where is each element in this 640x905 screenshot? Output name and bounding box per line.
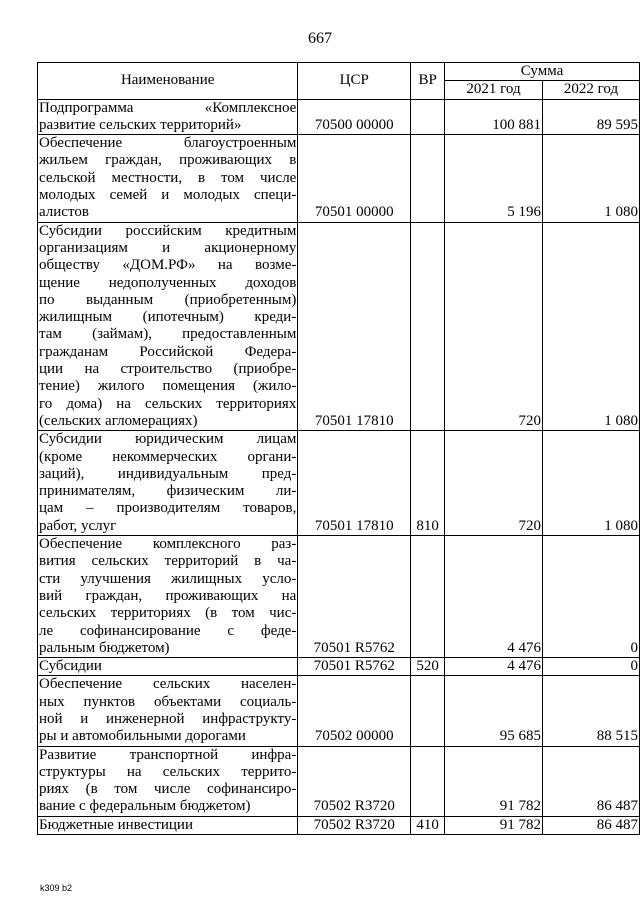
name-line: развитие сельских территорий» xyxy=(39,116,242,133)
cell-name xyxy=(38,99,298,135)
name-line: жилищным (ипотечным) креди- xyxy=(39,309,297,326)
cell-y2021: 4 476 xyxy=(445,536,543,658)
cell-y2022: 89 595 xyxy=(543,99,640,135)
name-line: риях (в том числе софинансиро- xyxy=(39,781,297,798)
cell-vr xyxy=(411,676,445,746)
header-vr: ВР xyxy=(411,63,445,100)
table-row xyxy=(38,746,640,816)
budget-table xyxy=(37,62,640,835)
name-line: сельских территориях (в том чис- xyxy=(39,605,297,622)
cell-y2022: 1 080 xyxy=(543,222,640,431)
name-line: Бюджетные инвестиции xyxy=(39,816,193,833)
name-line: ции на строительство (приобре- xyxy=(39,361,297,378)
name-line: принимателям, физическим ли- xyxy=(39,483,297,500)
cell-y2021: 91 782 xyxy=(445,816,543,834)
cell-y2021: 5 196 xyxy=(445,135,543,222)
cell-csr: 70501 R5762 xyxy=(298,536,411,658)
cell-vr: 810 xyxy=(411,431,445,536)
cell-vr xyxy=(411,99,445,135)
cell-y2022: 1 080 xyxy=(543,431,640,536)
cell-csr: 70501 17810 xyxy=(298,431,411,536)
table-row xyxy=(38,658,640,676)
table-row xyxy=(38,816,640,834)
cell-vr xyxy=(411,746,445,816)
cell-csr: 70500 00000 xyxy=(298,99,411,135)
cell-y2022: 0 xyxy=(543,536,640,658)
header-2022: 2022 год xyxy=(543,81,640,99)
name-line: жильем граждан, проживающих в xyxy=(39,152,297,169)
name-line: ных пунктов объектами социаль- xyxy=(39,693,297,710)
cell-name xyxy=(38,135,298,222)
footer-code: k309 b2 xyxy=(40,883,73,893)
cell-y2021: 100 881 xyxy=(445,99,543,135)
name-line: сти улучшения жилищных усло- xyxy=(39,570,297,587)
table-row xyxy=(38,536,640,658)
name-line: ры и автомобильными дорогами xyxy=(39,728,246,745)
name-line: работ, услуг xyxy=(39,517,117,534)
name-line: Обеспечение комплексного раз- xyxy=(39,536,297,553)
name-line: Развитие транспортной инфра- xyxy=(39,746,297,763)
header-csr: ЦСР xyxy=(298,63,411,100)
name-line: Субсидии российским кредитным xyxy=(39,222,297,239)
page-number: 667 xyxy=(308,30,332,47)
name-line: гражданам Российской Федера- xyxy=(39,343,297,360)
name-line: Субсидии xyxy=(39,658,102,675)
table-row xyxy=(38,99,640,135)
cell-name xyxy=(38,222,298,431)
name-line: (кроме некоммерческих органи- xyxy=(39,448,297,465)
cell-vr xyxy=(411,536,445,658)
table-row xyxy=(38,222,640,431)
cell-csr: 70502 R3720 xyxy=(298,746,411,816)
name-line: обществу «ДОМ.РФ» на возме- xyxy=(39,257,297,274)
cell-y2021: 720 xyxy=(445,222,543,431)
cell-name xyxy=(38,536,298,658)
name-line: (сельских агломерациях) xyxy=(39,412,198,429)
name-line: сельской местности, в том числе xyxy=(39,169,297,186)
name-line: Обеспечение благоустроенным xyxy=(39,135,297,152)
name-line: молодых семей и молодых специ- xyxy=(39,187,297,204)
cell-vr xyxy=(411,135,445,222)
table-row xyxy=(38,676,640,746)
cell-csr: 70502 00000 xyxy=(298,676,411,746)
cell-name xyxy=(38,816,298,834)
name-line: ле софинансирование с феде- xyxy=(39,622,297,639)
name-line: вий граждан, проживающих на xyxy=(39,587,297,604)
cell-y2021: 4 476 xyxy=(445,658,543,676)
cell-vr: 410 xyxy=(411,816,445,834)
cell-y2021: 91 782 xyxy=(445,746,543,816)
table-row xyxy=(38,135,640,222)
cell-name xyxy=(38,676,298,746)
cell-y2022: 0 xyxy=(543,658,640,676)
cell-y2022: 86 487 xyxy=(543,746,640,816)
header-2021: 2021 год xyxy=(445,81,543,99)
cell-y2021: 720 xyxy=(445,431,543,536)
cell-name xyxy=(38,658,298,676)
cell-csr: 70501 R5762 xyxy=(298,658,411,676)
name-line: Обеспечение сельских населен- xyxy=(39,676,297,693)
name-line: Субсидии юридическим лицам xyxy=(39,431,297,448)
cell-y2021: 95 685 xyxy=(445,676,543,746)
table-row xyxy=(38,431,640,536)
cell-name xyxy=(38,431,298,536)
header-name: Наименование xyxy=(38,63,298,100)
cell-name xyxy=(38,746,298,816)
name-line: вание с федеральным бюджетом) xyxy=(39,798,251,815)
name-line: тение) жилого помещения (жило- xyxy=(39,378,297,395)
name-line: го дома) на сельских территориях xyxy=(39,395,297,412)
name-line: щение недополученных доходов xyxy=(39,274,297,291)
cell-csr: 70501 00000 xyxy=(298,135,411,222)
name-line: цам – производителям товаров, xyxy=(39,500,297,517)
header-sum: Сумма xyxy=(445,63,640,81)
cell-vr xyxy=(411,222,445,431)
name-line: алистов xyxy=(39,204,89,221)
name-line: вития сельских территорий в ча- xyxy=(39,553,297,570)
name-line: заций), индивидуальным пред- xyxy=(39,465,297,482)
cell-vr: 520 xyxy=(411,658,445,676)
name-line: организациям и акционерному xyxy=(39,239,297,256)
cell-csr: 70502 R3720 xyxy=(298,816,411,834)
name-line: Подпрограмма «Комплексное xyxy=(39,99,297,116)
cell-y2022: 86 487 xyxy=(543,816,640,834)
name-line: по выданным (приобретенным) xyxy=(39,291,297,308)
name-line: там (займам), предоставленным xyxy=(39,326,297,343)
name-line: ной и инженерной инфраструкту- xyxy=(39,710,297,727)
cell-y2022: 1 080 xyxy=(543,135,640,222)
name-line: ральным бюджетом) xyxy=(39,639,170,656)
cell-y2022: 88 515 xyxy=(543,676,640,746)
name-line: структуры на сельских террито- xyxy=(39,763,297,780)
cell-csr: 70501 17810 xyxy=(298,222,411,431)
